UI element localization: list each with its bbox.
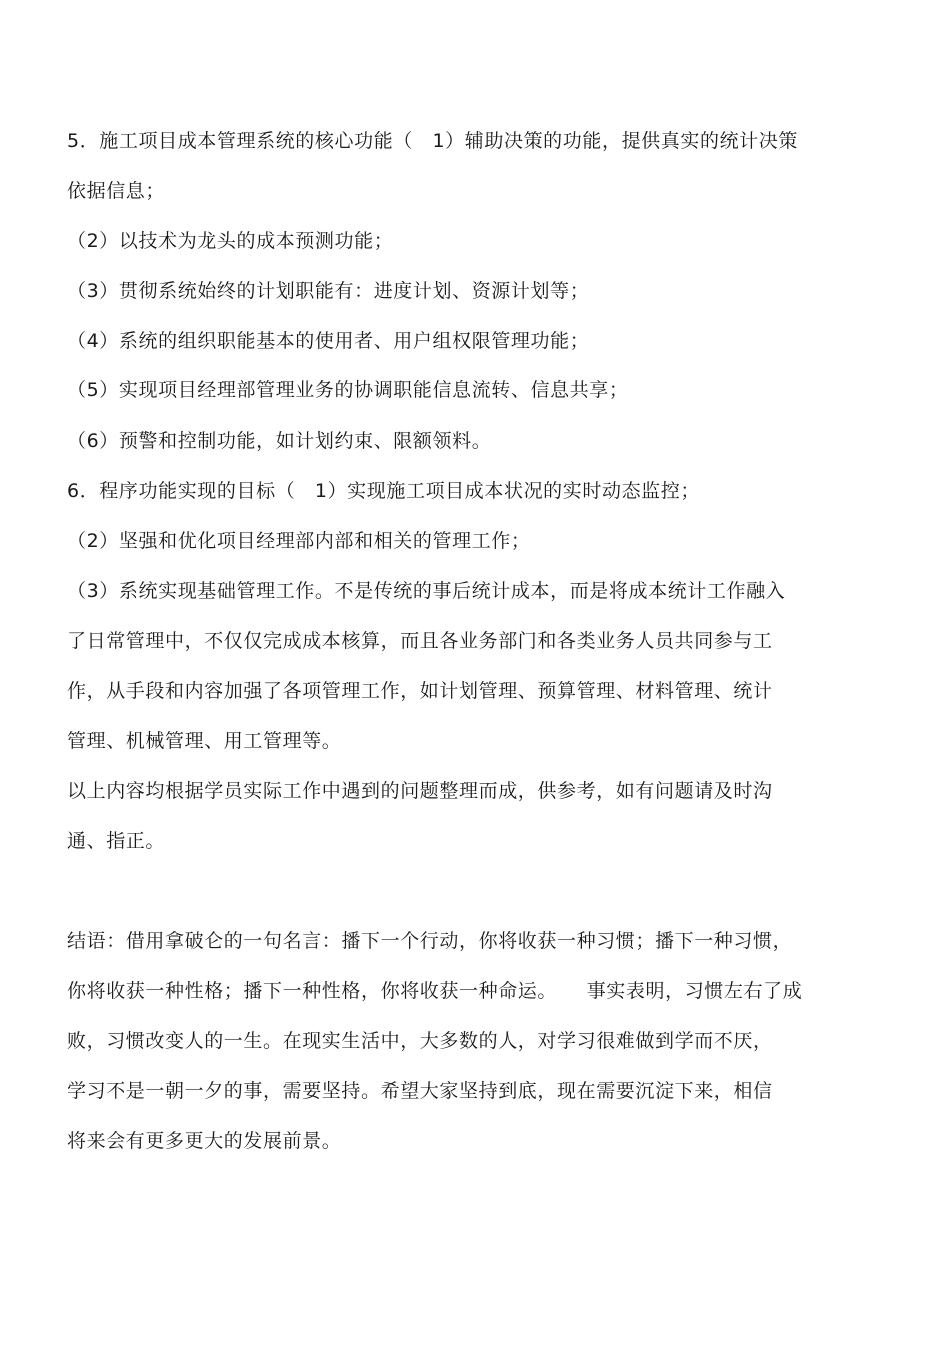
text-line: （4）系统的组织职能基本的使用者、用户组权限管理功能； — [67, 330, 590, 352]
text-line: （3）贯彻系统始终的计划职能有：进度计划、资源计划等； — [67, 280, 590, 302]
text-line: （3）系统实现基础管理工作。不是传统的事后统计成本，而是将成本统计工作融入 — [67, 580, 786, 602]
text-line: 依据信息； — [67, 180, 166, 202]
text-line: 你将收获一种性格；播下一种性格，你将收获一种命运。 事实表明，习惯左右了成 — [67, 980, 803, 1002]
text-line: 通、指正。 — [67, 830, 166, 852]
text-line: 了日常管理中，不仅仅完成成本核算，而且各业务部门和各类业务人员共同参与工 — [67, 630, 773, 652]
text-line: 5．施工项目成本管理系统的核心功能（ 1）辅助决策的功能，提供真实的统计决策 — [67, 130, 798, 152]
text-line: 作，从手段和内容加强了各项管理工作，如计划管理、预算管理、材料管理、统计 — [67, 680, 773, 702]
text-line: 学习不是一朝一夕的事，需要坚持。希望大家坚持到底，现在需要沉淀下来，相信 — [67, 1080, 773, 1102]
text-line: 管理、机械管理、用工管理等。 — [67, 730, 342, 752]
text-line: 以上内容均根据学员实际工作中遇到的问题整理而成，供参考，如有问题请及时沟 — [67, 780, 773, 802]
text-line: （6）预警和控制功能，如计划约束、限额领料。 — [67, 430, 492, 452]
text-line: 将来会有更多更大的发展前景。 — [67, 1130, 342, 1152]
text-line: 败，习惯改变人的一生。在现实生活中，大多数的人，对学习很难做到学而不厌， — [67, 1030, 773, 1052]
text-line: 6．程序功能实现的目标（ 1）实现施工项目成本状况的实时动态监控； — [67, 480, 700, 502]
text-line: （2）以技术为龙头的成本预测功能； — [67, 230, 394, 252]
text-line: （5）实现项目经理部管理业务的协调职能信息流转、信息共享； — [67, 379, 629, 401]
text-line: （2）坚强和优化项目经理部内部和相关的管理工作； — [67, 530, 531, 552]
text-line: 结语：借用拿破仑的一句名言：播下一个行动，你将收获一种习惯；播下一种习惯， — [67, 930, 793, 952]
